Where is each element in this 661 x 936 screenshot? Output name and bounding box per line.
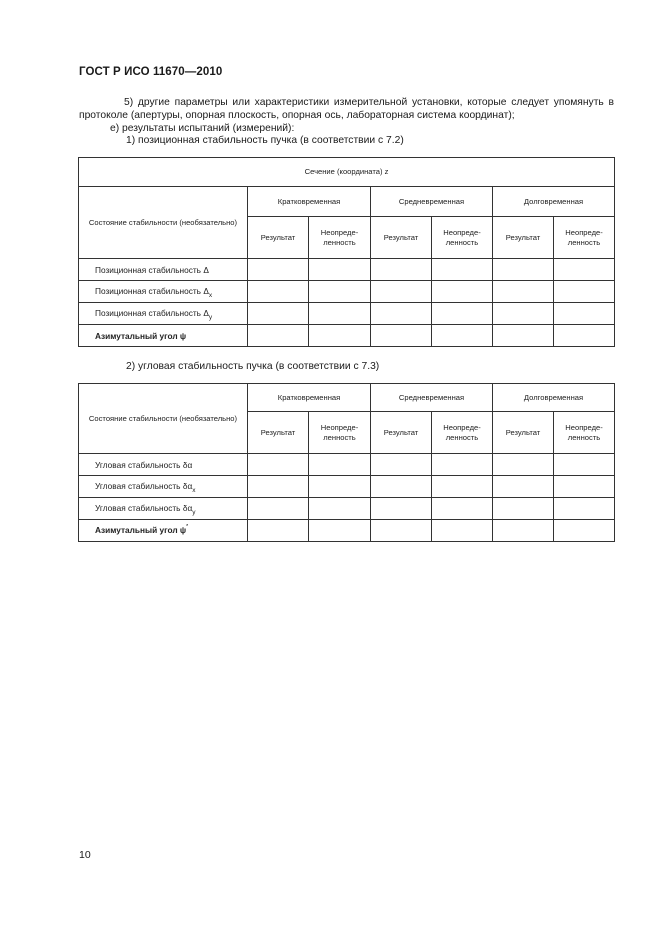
uncertainty-value-cell[interactable] bbox=[554, 498, 615, 520]
result-value-cell[interactable] bbox=[493, 498, 554, 520]
result-value-cell[interactable] bbox=[493, 325, 554, 347]
uncertainty-value-cell[interactable] bbox=[554, 454, 615, 476]
col-header-result: Результат bbox=[248, 412, 309, 454]
uncertainty-value-cell[interactable] bbox=[309, 259, 371, 281]
col-header-result: Результат bbox=[248, 217, 309, 259]
result-value-cell[interactable] bbox=[371, 281, 432, 303]
positional-stability-table bbox=[78, 157, 615, 347]
row-symbol-subscript: x bbox=[192, 486, 196, 494]
table-row bbox=[79, 303, 615, 325]
row-label-text: Позиционная стабильность bbox=[95, 264, 201, 275]
table-row bbox=[79, 476, 615, 498]
col-header-uncertainty: Неопреде-ленность bbox=[309, 217, 371, 259]
document-header: ГОСТ Р ИСО 11670—2010 bbox=[79, 66, 223, 78]
result-value-cell[interactable] bbox=[371, 498, 432, 520]
col-header-result: Результат bbox=[493, 217, 554, 259]
uncertainty-value-cell[interactable] bbox=[432, 259, 493, 281]
row-label bbox=[79, 303, 248, 325]
col-header-result: Результат bbox=[371, 412, 432, 454]
result-value-cell[interactable] bbox=[248, 476, 309, 498]
row-label-text: Азимутальный угол bbox=[95, 524, 178, 535]
row-symbol: Δ bbox=[203, 264, 209, 275]
row-label-text: Азимутальный угол bbox=[95, 330, 178, 341]
result-value-cell[interactable] bbox=[493, 259, 554, 281]
group-header-medium: Средневременная bbox=[371, 187, 493, 217]
result-value-cell[interactable] bbox=[493, 281, 554, 303]
angular-stability-table bbox=[78, 383, 615, 542]
uncertainty-value-cell[interactable] bbox=[432, 498, 493, 520]
row-label bbox=[79, 281, 248, 303]
row-symbol: δα bbox=[182, 480, 193, 491]
table-row bbox=[79, 281, 615, 303]
row-label bbox=[79, 259, 248, 281]
uncertainty-value-cell[interactable] bbox=[432, 476, 493, 498]
result-value-cell[interactable] bbox=[371, 303, 432, 325]
stability-state-header: Состояние стабильности (необязательно) bbox=[79, 187, 248, 259]
col-header-uncertainty: Неопреде-ленность bbox=[554, 217, 615, 259]
result-value-cell[interactable] bbox=[493, 476, 554, 498]
result-value-cell[interactable] bbox=[493, 520, 554, 542]
uncertainty-value-cell[interactable] bbox=[432, 325, 493, 347]
col-header-uncertainty: Неопреде-ленность bbox=[309, 412, 371, 454]
result-value-cell[interactable] bbox=[371, 476, 432, 498]
group-header-long: Долговременная bbox=[493, 384, 615, 412]
item-5-text: 5) другие параметры или характеристики измерительной установки, которые следует упомянуть в протоколе (апертуры, опорная плоскость, опорная ось, лабораторная система координат); bbox=[79, 97, 614, 121]
page-number: 10 bbox=[79, 849, 91, 861]
uncertainty-value-cell[interactable] bbox=[309, 498, 371, 520]
row-label-text: Позиционная стабильность bbox=[95, 285, 201, 296]
uncertainty-value-cell[interactable] bbox=[554, 476, 615, 498]
item-e-text: е) результаты испытаний (измерений): bbox=[110, 123, 295, 134]
row-symbol: δα bbox=[182, 459, 193, 470]
uncertainty-value-cell[interactable] bbox=[432, 303, 493, 325]
col-header-result: Результат bbox=[493, 412, 554, 454]
result-value-cell[interactable] bbox=[248, 281, 309, 303]
row-label-text: Позиционная стабильность bbox=[95, 307, 201, 318]
uncertainty-value-cell[interactable] bbox=[432, 454, 493, 476]
row-label bbox=[79, 454, 248, 476]
uncertainty-value-cell[interactable] bbox=[309, 454, 371, 476]
table-row bbox=[79, 259, 615, 281]
result-value-cell[interactable] bbox=[248, 498, 309, 520]
uncertainty-value-cell[interactable] bbox=[554, 281, 615, 303]
col-header-uncertainty: Неопреде-ленность bbox=[554, 412, 615, 454]
row-symbol-subscript: y bbox=[192, 508, 196, 516]
uncertainty-value-cell[interactable] bbox=[432, 281, 493, 303]
row-label bbox=[79, 476, 248, 498]
table-row bbox=[79, 520, 615, 542]
uncertainty-value-cell[interactable] bbox=[554, 325, 615, 347]
row-symbol: Δ bbox=[203, 285, 209, 296]
uncertainty-value-cell[interactable] bbox=[554, 259, 615, 281]
group-header-medium: Средневременная bbox=[371, 384, 493, 412]
result-value-cell[interactable] bbox=[493, 303, 554, 325]
result-value-cell[interactable] bbox=[248, 325, 309, 347]
uncertainty-value-cell[interactable] bbox=[432, 520, 493, 542]
row-label bbox=[79, 325, 248, 347]
row-label-text: Угловая стабильность bbox=[95, 502, 181, 513]
col-header-uncertainty: Неопреде-ленность bbox=[432, 217, 493, 259]
result-value-cell[interactable] bbox=[248, 520, 309, 542]
uncertainty-value-cell[interactable] bbox=[309, 303, 371, 325]
result-value-cell[interactable] bbox=[248, 303, 309, 325]
col-header-uncertainty: Неопреде-ленность bbox=[432, 412, 493, 454]
row-symbol-subscript: y bbox=[208, 313, 213, 321]
result-value-cell[interactable] bbox=[371, 259, 432, 281]
result-value-cell[interactable] bbox=[371, 325, 432, 347]
result-value-cell[interactable] bbox=[493, 454, 554, 476]
item-1-text: 1) позиционная стабильность пучка (в соответствии с 7.2) bbox=[126, 135, 404, 146]
uncertainty-value-cell[interactable] bbox=[309, 476, 371, 498]
row-label bbox=[79, 520, 248, 542]
row-symbol: ψ bbox=[179, 330, 187, 341]
row-label-text: Угловая стабильность bbox=[95, 480, 181, 491]
stability-state-header: Состояние стабильности (необязательно) bbox=[79, 384, 248, 454]
item-2-text: 2) угловая стабильность пучка (в соответствии с 7.3) bbox=[126, 361, 380, 372]
result-value-cell[interactable] bbox=[248, 259, 309, 281]
result-value-cell[interactable] bbox=[371, 454, 432, 476]
table-row bbox=[79, 498, 615, 520]
group-header-long: Долговременная bbox=[493, 187, 615, 217]
row-symbol: δα bbox=[182, 502, 193, 513]
uncertainty-value-cell[interactable] bbox=[309, 325, 371, 347]
section-header-cell: Сечение (координата) z bbox=[79, 158, 615, 187]
table-row bbox=[79, 454, 615, 476]
uncertainty-value-cell[interactable] bbox=[309, 281, 371, 303]
result-value-cell[interactable] bbox=[248, 454, 309, 476]
table-row bbox=[79, 325, 615, 347]
row-symbol: Δ bbox=[203, 307, 209, 318]
uncertainty-value-cell[interactable] bbox=[309, 520, 371, 542]
row-symbol-prime: ′ bbox=[186, 523, 188, 531]
group-header-short: Кратковременная bbox=[248, 384, 371, 412]
result-value-cell[interactable] bbox=[371, 520, 432, 542]
group-header-short: Кратковременная bbox=[248, 187, 371, 217]
uncertainty-value-cell[interactable] bbox=[554, 303, 615, 325]
col-header-result: Результат bbox=[371, 217, 432, 259]
row-label-text: Угловая стабильность bbox=[95, 459, 181, 470]
row-label bbox=[79, 498, 248, 520]
uncertainty-value-cell[interactable] bbox=[554, 520, 615, 542]
row-symbol: ψ bbox=[179, 524, 187, 535]
row-symbol-subscript: x bbox=[208, 291, 213, 299]
